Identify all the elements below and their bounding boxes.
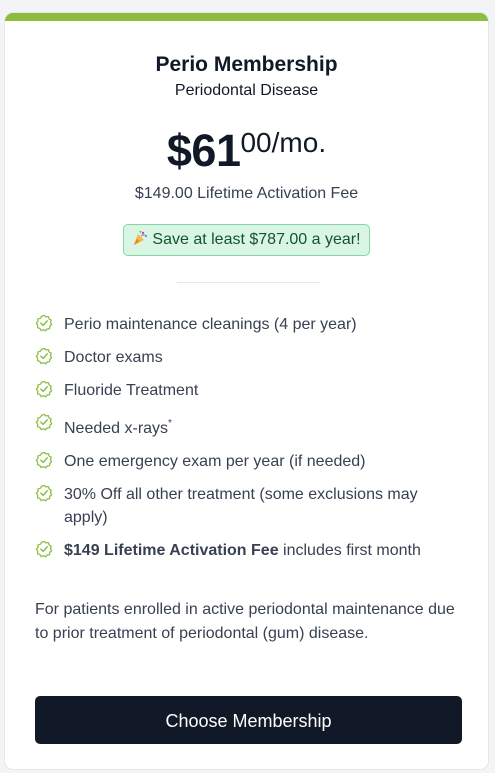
check-badge-icon — [35, 380, 53, 398]
feature-text: Fluoride Treatment — [64, 382, 199, 399]
membership-card — [4, 12, 489, 770]
feature-item — [35, 539, 465, 562]
feature-item — [35, 450, 465, 473]
feature-text: Doctor exams — [64, 349, 163, 366]
price-period: /mo. — [271, 127, 327, 158]
check-badge-icon — [35, 347, 53, 365]
feature-text: Needed x-rays — [64, 420, 169, 437]
price-cents: 00 — [240, 127, 272, 158]
feature-item — [35, 346, 465, 369]
savings-badge-wrap — [5, 224, 488, 256]
feature-item — [35, 483, 465, 529]
plan-description: For patients enrolled in active periodontal maintenance due to prior treatment of periodontal (gum) disease. — [35, 601, 455, 642]
check-badge-icon — [35, 413, 53, 431]
feature-list — [35, 313, 465, 572]
feature-item — [35, 412, 465, 440]
price — [5, 125, 488, 177]
price-dollars: $61 — [166, 125, 241, 176]
divider — [177, 282, 320, 283]
feature-text: includes first month — [278, 542, 421, 559]
accent-bar — [5, 13, 488, 21]
party-popper-icon — [132, 230, 148, 246]
check-badge-icon — [35, 484, 53, 502]
savings-text: Save at least $787.00 a year! — [152, 231, 361, 248]
plan-title: Perio Membership — [155, 53, 338, 76]
feature-text: One emergency exam per year (if needed) — [64, 453, 366, 470]
activation-fee: $149.00 Lifetime Activation Fee — [134, 185, 359, 202]
check-badge-icon — [35, 540, 53, 558]
feature-item — [35, 379, 465, 402]
feature-bold-text: $149 Lifetime Activation Fee — [64, 542, 279, 559]
check-badge-icon — [35, 314, 53, 332]
check-badge-icon — [35, 451, 53, 469]
choose-membership-button[interactable]: Choose Membership — [35, 696, 462, 744]
feature-item — [35, 313, 465, 336]
feature-text: 30% Off all other treatment (some exclusions may apply) — [64, 486, 418, 526]
feature-text: Perio maintenance cleanings (4 per year) — [64, 316, 357, 333]
feature-footnote-marker: * — [168, 418, 172, 429]
savings-badge — [123, 224, 369, 256]
plan-subtitle: Periodontal Disease — [174, 82, 319, 99]
